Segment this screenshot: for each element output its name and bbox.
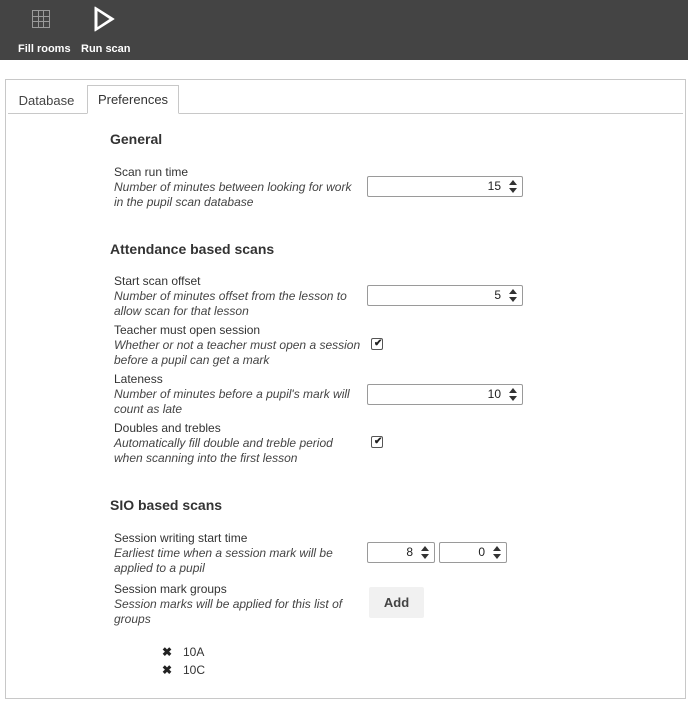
section-title-sio: SIO based scans xyxy=(110,497,223,513)
spinner-arrows-icon[interactable] xyxy=(493,546,501,560)
tab-preferences[interactable]: Preferences xyxy=(87,85,179,114)
fill-rooms-label: Fill rooms xyxy=(18,43,71,55)
doubles-trebles-desc-2: when scanning into the first lesson xyxy=(114,451,298,465)
spinner-arrows-icon[interactable] xyxy=(509,180,517,194)
start-scan-offset-input[interactable] xyxy=(367,285,523,306)
scan-run-time-desc-1: Number of minutes between looking for work xyxy=(114,180,352,194)
tab-database[interactable]: Database xyxy=(18,93,75,108)
remove-icon[interactable]: ✖ xyxy=(162,645,173,659)
start-scan-offset-value: 5 xyxy=(494,288,501,302)
group-name: 10C xyxy=(183,663,206,677)
lateness-desc-1: Number of minutes before a pupil's mark will xyxy=(114,387,350,401)
grid-icon xyxy=(32,10,50,33)
session-writing-start-desc-1: Earliest time when a session mark will be xyxy=(114,546,333,560)
spinner-arrows-icon[interactable] xyxy=(509,289,517,303)
session-writing-start-desc-2: applied to a pupil xyxy=(114,561,205,575)
lateness-input[interactable] xyxy=(367,384,523,405)
doubles-trebles-label: Doubles and trebles xyxy=(114,421,221,435)
session-start-minute-value: 0 xyxy=(478,545,485,559)
scan-run-time-desc-2: in the pupil scan database xyxy=(114,195,254,209)
session-start-hour-value: 8 xyxy=(406,545,413,559)
checkmark-icon: ✔ xyxy=(374,338,383,349)
section-title-attendance: Attendance based scans xyxy=(110,241,275,257)
lateness-value: 10 xyxy=(487,387,501,401)
lateness-desc-2: count as late xyxy=(114,402,183,416)
checkmark-icon: ✔ xyxy=(374,436,383,447)
scan-run-time-label: Scan run time xyxy=(114,165,189,179)
start-scan-offset-desc-1: Number of minutes offset from the lesson to xyxy=(114,289,347,303)
scan-run-time-value: 15 xyxy=(487,179,501,193)
session-start-hour-input[interactable] xyxy=(367,542,435,563)
doubles-trebles-desc-1: Automatically fill double and treble period xyxy=(114,436,333,450)
session-mark-groups-label: Session mark groups xyxy=(114,582,227,596)
start-scan-offset-label: Start scan offset xyxy=(114,274,201,288)
start-scan-offset-desc-2: allow scan for that lesson xyxy=(114,304,249,318)
teacher-must-open-desc-1: Whether or not a teacher must open a session xyxy=(114,338,361,352)
session-mark-groups-desc-1: Session marks will be applied for this list of xyxy=(114,597,343,611)
scan-run-time-input[interactable] xyxy=(367,176,523,197)
run-scan-button[interactable] xyxy=(80,0,130,60)
section-title-general: General xyxy=(110,131,163,147)
session-start-minute-input[interactable] xyxy=(439,542,507,563)
session-writing-start-label: Session writing start time xyxy=(114,531,248,545)
toolbar xyxy=(0,0,688,60)
spinner-arrows-icon[interactable] xyxy=(509,388,517,402)
fill-rooms-button[interactable] xyxy=(16,0,71,60)
run-scan-label: Run scan xyxy=(81,43,131,55)
teacher-must-open-label: Teacher must open session xyxy=(114,323,261,337)
lateness-label: Lateness xyxy=(114,372,163,386)
doubles-trebles-checkbox[interactable] xyxy=(371,436,383,448)
teacher-must-open-checkbox[interactable] xyxy=(371,338,383,350)
play-icon xyxy=(93,6,115,37)
teacher-must-open-desc-2: before a pupil can get a mark xyxy=(114,353,270,367)
remove-icon[interactable]: ✖ xyxy=(162,663,173,677)
session-mark-groups-desc-2: groups xyxy=(114,612,151,626)
add-group-button[interactable]: Add xyxy=(369,587,424,618)
group-name: 10A xyxy=(183,645,205,659)
spinner-arrows-icon[interactable] xyxy=(421,546,429,560)
